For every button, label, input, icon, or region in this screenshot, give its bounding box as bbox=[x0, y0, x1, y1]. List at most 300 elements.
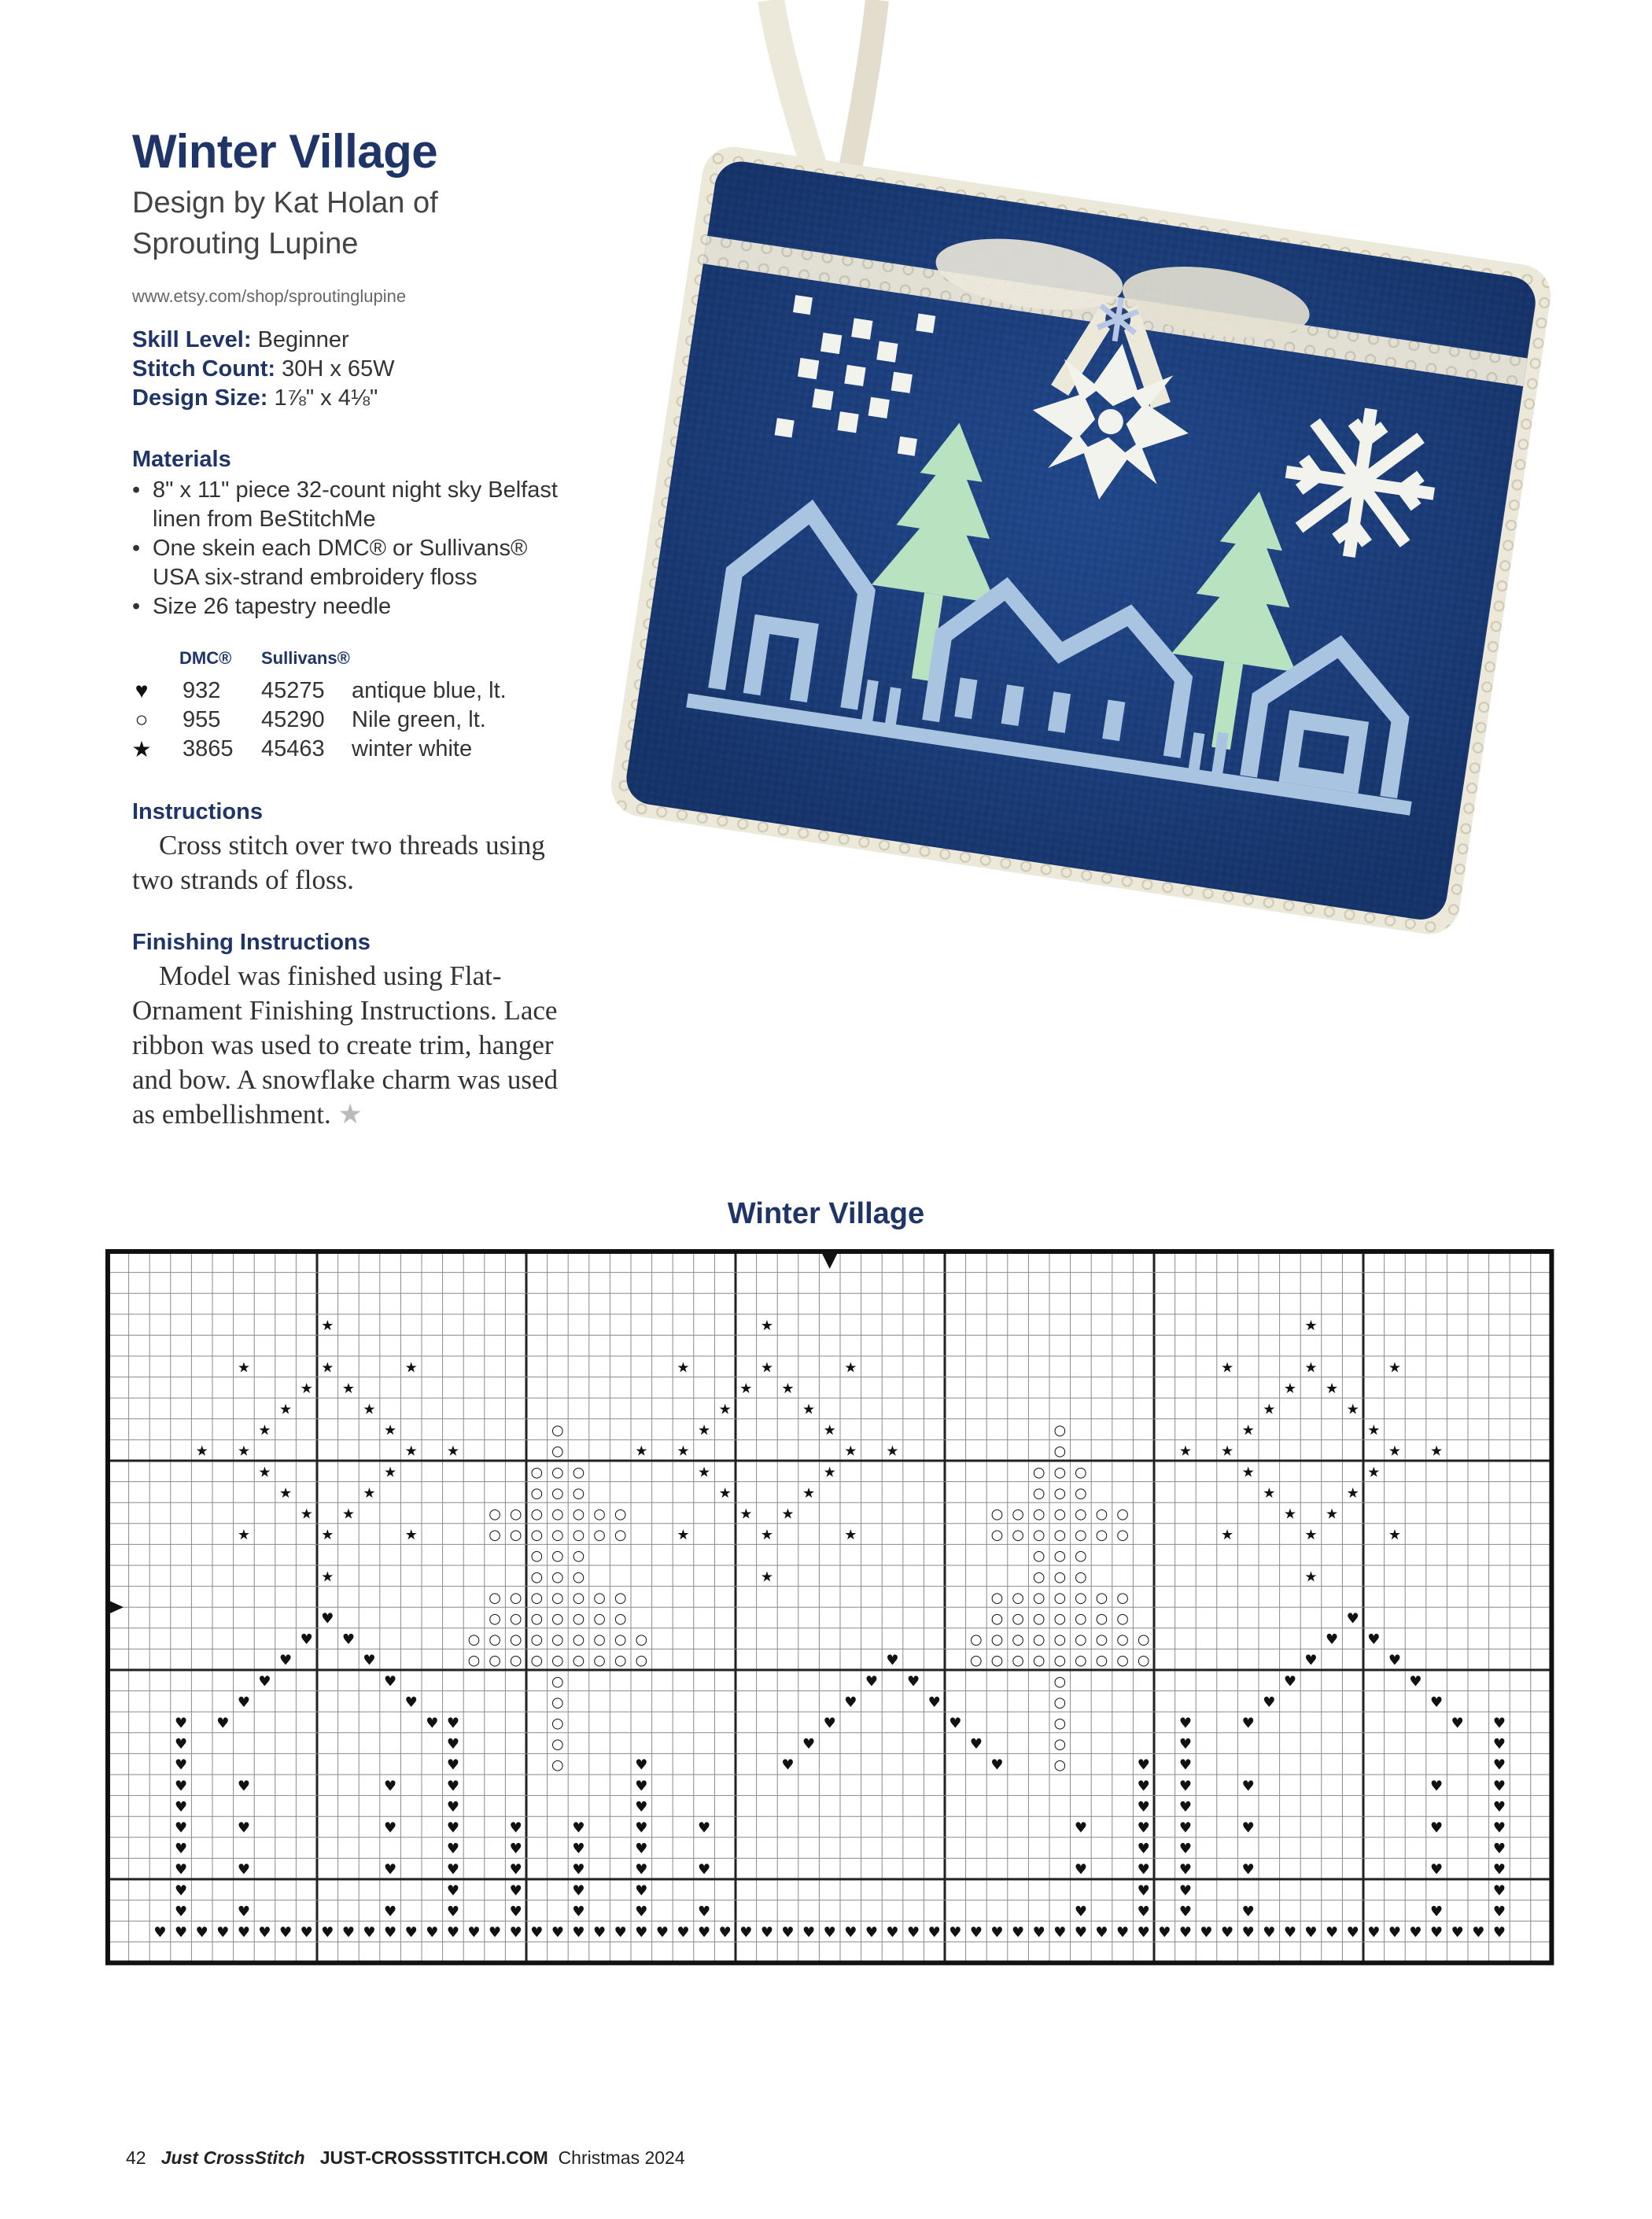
stitch-symbol: ♥ bbox=[593, 1924, 607, 1941]
stitch-symbol: ♥ bbox=[677, 1924, 690, 1941]
stitch-symbol: ○ bbox=[572, 1464, 585, 1481]
stitch-symbol: ♥ bbox=[760, 1924, 773, 1941]
stitch-symbol: ♥ bbox=[446, 1736, 459, 1753]
stitch-symbol: ○ bbox=[572, 1506, 585, 1523]
stitch-symbol: ♥ bbox=[1200, 1924, 1213, 1941]
stitch-symbol: ○ bbox=[1053, 1694, 1067, 1711]
stitch-symbol: ♥ bbox=[1074, 1924, 1087, 1941]
stitch-symbol: ♥ bbox=[1492, 1882, 1506, 1900]
stitch-symbol: ○ bbox=[1012, 1610, 1024, 1627]
stitch-symbol: ♥ bbox=[384, 1778, 397, 1795]
stitch-symbol: ○ bbox=[572, 1610, 585, 1627]
stitch-symbol: ♥ bbox=[341, 1631, 355, 1649]
stitch-symbol: ♥ bbox=[572, 1841, 585, 1858]
stitch-symbol: ○ bbox=[530, 1568, 544, 1586]
stitch-symbol: ♥ bbox=[1074, 1903, 1087, 1920]
stitch-symbol: ♥ bbox=[949, 1715, 962, 1732]
stitch-symbol: ♥ bbox=[990, 1756, 1004, 1774]
stitch-symbol: ★ bbox=[1283, 1506, 1296, 1523]
cross-stitch-chart bbox=[102, 1246, 1558, 1967]
stitch-symbol: ○ bbox=[990, 1610, 1004, 1627]
stitch-symbol: ♥ bbox=[844, 1924, 857, 1941]
stitch-symbol: ★ bbox=[363, 1401, 376, 1418]
stitch-symbol: ★ bbox=[341, 1506, 355, 1523]
stitch-symbol: ♥ bbox=[467, 1924, 481, 1941]
stitch-symbol: ♥ bbox=[823, 1924, 836, 1941]
stitch-symbol: ○ bbox=[572, 1527, 585, 1544]
stitch-symbol: ♥ bbox=[195, 1924, 208, 1941]
stitch-symbol: ★ bbox=[760, 1527, 773, 1544]
stitch-symbol: ♥ bbox=[1492, 1736, 1506, 1753]
stitch-symbol: ★ bbox=[1304, 1318, 1318, 1335]
stitch-symbol: ♥ bbox=[1492, 1841, 1506, 1858]
stitch-symbol: ♥ bbox=[1178, 1819, 1192, 1837]
stitch-symbol: ♥ bbox=[341, 1924, 355, 1941]
stitch-symbol: ○ bbox=[1075, 1589, 1087, 1606]
stitch-symbol: ♥ bbox=[384, 1903, 397, 1920]
stitch-symbol: ○ bbox=[614, 1589, 627, 1606]
stitch-symbol: ○ bbox=[467, 1631, 481, 1649]
stitch-symbol: ♥ bbox=[1137, 1819, 1150, 1837]
stitch-symbol: ♥ bbox=[802, 1924, 816, 1941]
stitch-symbol: ★ bbox=[698, 1464, 711, 1481]
stitch-symbol: ★ bbox=[237, 1443, 250, 1460]
stitch-symbol: ○ bbox=[593, 1589, 606, 1606]
stitch-symbol: ○ bbox=[970, 1652, 983, 1669]
stitch-symbol: ★ bbox=[1178, 1443, 1192, 1460]
stitch-symbol: ★ bbox=[1221, 1359, 1234, 1377]
stitch-symbol: ♥ bbox=[886, 1924, 899, 1941]
stitch-symbol: ♥ bbox=[384, 1861, 397, 1878]
stitch-symbol: ★ bbox=[1430, 1443, 1444, 1460]
stitch-symbol: ★ bbox=[1388, 1359, 1401, 1377]
stitch-symbol: ♥ bbox=[635, 1756, 648, 1774]
stitch-symbol: ○ bbox=[593, 1631, 606, 1649]
stitch-symbol: ♥ bbox=[279, 1924, 293, 1941]
stitch-symbol: ♥ bbox=[1326, 1924, 1339, 1941]
stitch-symbol: ○ bbox=[1116, 1631, 1129, 1649]
stitch-symbol: ○ bbox=[1032, 1484, 1045, 1502]
stitch-symbol: ○ bbox=[1095, 1631, 1108, 1649]
stitch-symbol: ♥ bbox=[1221, 1924, 1234, 1941]
stitch-symbol: ○ bbox=[551, 1652, 564, 1669]
stitch-symbol: ♥ bbox=[300, 1631, 313, 1649]
stitch-symbol: ○ bbox=[551, 1464, 564, 1481]
stitch-symbol: ♥ bbox=[635, 1798, 648, 1815]
stitch-symbol: ○ bbox=[1075, 1484, 1087, 1502]
stitch-symbol: ○ bbox=[1053, 1506, 1067, 1523]
stitch-symbol: ♥ bbox=[1241, 1819, 1255, 1837]
stitch-symbol: ○ bbox=[593, 1506, 606, 1523]
stitch-symbol: ♥ bbox=[509, 1882, 522, 1900]
stitch-symbol: ○ bbox=[551, 1506, 564, 1523]
stitch-symbol: ○ bbox=[614, 1527, 627, 1544]
stitch-symbol: ★ bbox=[258, 1422, 271, 1439]
stitch-symbol: ♥ bbox=[865, 1924, 878, 1941]
stitch-symbol: ♥ bbox=[1137, 1756, 1150, 1774]
stitch-symbol: ♥ bbox=[237, 1819, 250, 1837]
stitch-symbol: ★ bbox=[237, 1359, 250, 1377]
stitch-symbol: ★ bbox=[363, 1484, 376, 1502]
stitch-symbol: ♥ bbox=[1346, 1924, 1359, 1941]
stitch-symbol: ♥ bbox=[1074, 1819, 1087, 1837]
stitch-symbol: ○ bbox=[530, 1464, 544, 1481]
stitch-symbol: ♥ bbox=[1472, 1924, 1485, 1941]
designer-byline: Design by Kat Holan of Sprouting Lupine bbox=[132, 186, 438, 260]
stitch-symbol: ○ bbox=[593, 1527, 606, 1544]
stitch-symbol: ♥ bbox=[1430, 1861, 1444, 1878]
stitch-symbol: ○ bbox=[1095, 1610, 1108, 1627]
stitch-symbol: ♥ bbox=[321, 1924, 334, 1941]
stitch-symbol: ♥ bbox=[1074, 1861, 1087, 1878]
stitch-symbol: ♥ bbox=[237, 1924, 250, 1941]
stitch-symbol: ♥ bbox=[1241, 1861, 1255, 1878]
stitch-symbol: ★ bbox=[886, 1443, 899, 1460]
stitch-symbol: ★ bbox=[1367, 1464, 1381, 1481]
stitch-symbol: ♥ bbox=[1241, 1778, 1255, 1795]
stitch-symbol: ♥ bbox=[698, 1903, 711, 1920]
stitch-symbol: ○ bbox=[1116, 1652, 1129, 1669]
stitch-symbol: ♥ bbox=[969, 1736, 983, 1753]
stitch-symbol: ○ bbox=[1053, 1484, 1067, 1502]
stitch-symbol: ○ bbox=[1095, 1527, 1108, 1544]
chart-title: Winter Village bbox=[727, 1197, 925, 1230]
ornament-photo bbox=[574, 0, 1652, 1086]
stitch-symbol: ♥ bbox=[1492, 1861, 1506, 1878]
stitch-symbol: ♥ bbox=[572, 1819, 585, 1837]
stitch-symbol: ♥ bbox=[175, 1882, 188, 1900]
stitch-symbol: ○ bbox=[1116, 1506, 1129, 1523]
stitch-symbol: ♥ bbox=[781, 1756, 795, 1774]
stitch-symbol: ♥ bbox=[1263, 1924, 1276, 1941]
stitch-symbol: ○ bbox=[551, 1443, 564, 1460]
stitch-symbol: ○ bbox=[551, 1715, 564, 1732]
stitch-symbol: ○ bbox=[1012, 1527, 1024, 1544]
stitch-symbol: ★ bbox=[781, 1506, 795, 1523]
stitch-symbol: ♥ bbox=[572, 1882, 585, 1900]
stitch-symbol: ♥ bbox=[1158, 1924, 1171, 1941]
stitch-symbol: ♥ bbox=[404, 1924, 418, 1941]
stitch-symbol: ♥ bbox=[321, 1610, 334, 1627]
stitch-symbol: ★ bbox=[739, 1506, 753, 1523]
stitch-symbol: ○ bbox=[1012, 1652, 1024, 1669]
stitch-symbol: ★ bbox=[1326, 1380, 1339, 1397]
stitch-symbol: ♥ bbox=[1388, 1924, 1401, 1941]
stitch-symbol: ♥ bbox=[802, 1736, 816, 1753]
stitch-symbol: ○ bbox=[551, 1631, 564, 1649]
stitch-symbol: ○ bbox=[1012, 1589, 1024, 1606]
stitch-symbol: ♥ bbox=[279, 1652, 293, 1669]
stitch-symbol: ★ bbox=[635, 1443, 648, 1460]
stitch-symbol: ○ bbox=[1095, 1506, 1108, 1523]
stitch-symbol: ○ bbox=[509, 1652, 522, 1669]
stitch-symbol: ★ bbox=[1221, 1527, 1234, 1544]
stitch-symbol: ♥ bbox=[572, 1903, 585, 1920]
stitch-symbol: ★ bbox=[718, 1484, 732, 1502]
stitch-symbol: ○ bbox=[572, 1547, 585, 1565]
stitch-symbol: ○ bbox=[572, 1568, 585, 1586]
stitch-symbol: ♥ bbox=[1492, 1756, 1506, 1774]
stitch-symbol: ♥ bbox=[1451, 1715, 1464, 1732]
stitch-symbol: ♥ bbox=[509, 1924, 522, 1941]
stitch-symbol: ○ bbox=[1053, 1422, 1067, 1439]
stitch-symbol: ♥ bbox=[1241, 1924, 1255, 1941]
stitch-symbol: ○ bbox=[635, 1631, 648, 1649]
stitch-symbol: ○ bbox=[530, 1547, 544, 1565]
stitch-symbol: ♥ bbox=[509, 1841, 522, 1858]
stitch-symbol: ○ bbox=[530, 1652, 544, 1669]
stitch-symbol: ○ bbox=[572, 1652, 585, 1669]
materials-section bbox=[132, 447, 562, 621]
stitch-symbol: ○ bbox=[530, 1631, 544, 1649]
materials-item: • 8" x 11" piece 32-count night sky Belfast linen from BeStitchMe bbox=[132, 476, 562, 534]
instructions-heading: Instructions bbox=[132, 799, 263, 824]
stitch-symbol: ○ bbox=[1075, 1568, 1087, 1586]
stitch-symbol: ♥ bbox=[1137, 1882, 1150, 1900]
stitch-symbol: ♥ bbox=[1492, 1924, 1506, 1941]
stitch-symbol: ♥ bbox=[635, 1903, 648, 1920]
stitch-symbol: ○ bbox=[614, 1506, 627, 1523]
stitch-symbol: ○ bbox=[1137, 1631, 1150, 1649]
stitch-symbol: ○ bbox=[551, 1568, 564, 1586]
stitch-symbol: ★ bbox=[1346, 1484, 1359, 1502]
stitch-symbol: ♥ bbox=[1430, 1903, 1444, 1920]
stitch-symbol: ○ bbox=[1075, 1464, 1087, 1481]
stitch-symbol: ♥ bbox=[1116, 1924, 1130, 1941]
stitch-symbol: ★ bbox=[1388, 1443, 1401, 1460]
stitch-symbol: ★ bbox=[739, 1380, 753, 1397]
stitch-symbol: ○ bbox=[1053, 1464, 1067, 1481]
stitch-symbol: ○ bbox=[1053, 1631, 1067, 1649]
stitch-symbol: ♥ bbox=[718, 1924, 732, 1941]
star-symbol-icon: ★ bbox=[131, 737, 152, 761]
stitch-symbol: ♥ bbox=[1451, 1924, 1464, 1941]
stitch-symbol: ★ bbox=[1241, 1422, 1255, 1439]
stitch-symbol: ○ bbox=[990, 1527, 1004, 1544]
stitch-symbol: ○ bbox=[990, 1652, 1004, 1669]
stitch-symbol: ♥ bbox=[384, 1924, 397, 1941]
stitch-symbol: ★ bbox=[341, 1380, 355, 1397]
stitch-symbol: ♥ bbox=[446, 1756, 459, 1774]
stitch-symbol: ♥ bbox=[1304, 1924, 1318, 1941]
stitch-symbol: ○ bbox=[551, 1756, 564, 1774]
key-header-dmc: DMC® bbox=[179, 648, 232, 668]
stitch-symbol: ★ bbox=[1221, 1443, 1234, 1460]
stitch-symbol: ♥ bbox=[175, 1924, 188, 1941]
stitch-symbol: ★ bbox=[258, 1464, 271, 1481]
stitch-symbol: ♥ bbox=[1492, 1819, 1506, 1837]
stitch-symbol: ○ bbox=[990, 1631, 1004, 1649]
stitch-symbol: ○ bbox=[1075, 1506, 1087, 1523]
stitch-symbol: ○ bbox=[489, 1506, 501, 1523]
finishing-text: Model was finished using Flat-Ornament Finishing Instructions. Lace ribbon was used to create trim, hanger and bow. A snowflake charm was used as embellishment. ★ bbox=[132, 960, 559, 1130]
stitch-symbol: ★ bbox=[844, 1359, 857, 1377]
stitch-symbol: ★ bbox=[404, 1443, 418, 1460]
stitch-symbol: ♥ bbox=[1178, 1841, 1192, 1858]
stitch-symbol: ○ bbox=[572, 1484, 585, 1502]
stitch-symbol: ○ bbox=[530, 1527, 544, 1544]
stitch-symbol: ★ bbox=[384, 1464, 397, 1481]
stitch-symbol: ♥ bbox=[1178, 1798, 1192, 1815]
stitch-symbol: ♥ bbox=[927, 1694, 941, 1711]
end-star-icon: ★ bbox=[337, 1099, 363, 1130]
stitch-symbol: ♥ bbox=[1326, 1631, 1339, 1649]
stitch-symbol: ♥ bbox=[489, 1924, 502, 1941]
stitch-symbol: ♥ bbox=[175, 1861, 188, 1878]
stitch-symbol: ♥ bbox=[446, 1819, 459, 1837]
stitch-symbol: ○ bbox=[1032, 1631, 1045, 1649]
stitch-symbol: ○ bbox=[635, 1652, 648, 1669]
stitch-symbol: ○ bbox=[530, 1506, 544, 1523]
stitch-symbol: ♥ bbox=[258, 1673, 271, 1690]
stitch-symbol: ♥ bbox=[426, 1924, 439, 1941]
stitch-symbol: ○ bbox=[551, 1527, 564, 1544]
stitch-symbol: ♥ bbox=[175, 1798, 188, 1815]
stitch-symbol: ♥ bbox=[1367, 1631, 1381, 1649]
stitch-symbol: ★ bbox=[1326, 1506, 1339, 1523]
stitch-symbol: ○ bbox=[1012, 1506, 1024, 1523]
stitch-symbol: ♥ bbox=[886, 1652, 899, 1669]
stitch-symbol: ○ bbox=[1075, 1652, 1087, 1669]
stitch-symbol: ○ bbox=[467, 1652, 481, 1669]
stitch-symbol: ♥ bbox=[446, 1798, 459, 1815]
stitch-symbol: ♥ bbox=[175, 1778, 188, 1795]
stitch-symbol: ★ bbox=[677, 1443, 690, 1460]
stitch-symbol: ○ bbox=[614, 1631, 627, 1649]
stitch-symbol: ○ bbox=[551, 1589, 564, 1606]
stitch-symbol: ♥ bbox=[635, 1819, 648, 1837]
stitch-symbol: ♥ bbox=[1283, 1673, 1296, 1690]
stitch-symbol: ♥ bbox=[1012, 1924, 1025, 1941]
stitch-symbol: ♥ bbox=[1409, 1673, 1422, 1690]
stitch-symbol: ○ bbox=[509, 1506, 522, 1523]
design-size: Design Size: 1⅞" x 4⅛" bbox=[132, 385, 378, 411]
finishing-heading: Finishing Instructions bbox=[132, 930, 371, 955]
stitch-symbol: ♥ bbox=[1137, 1798, 1150, 1815]
magazine-brand: Just CrossStitch bbox=[160, 2147, 305, 2168]
stitch-symbol: ★ bbox=[384, 1422, 397, 1439]
stitch-symbol: ○ bbox=[509, 1610, 522, 1627]
stitch-symbol: ♥ bbox=[509, 1861, 522, 1878]
stitch-symbol: ★ bbox=[1304, 1359, 1318, 1377]
stitch-symbol: ♥ bbox=[1388, 1652, 1401, 1669]
stitch-symbol: ○ bbox=[1053, 1756, 1067, 1774]
stitch-symbol: ○ bbox=[1032, 1527, 1045, 1544]
materials-item: • Size 26 tapestry needle bbox=[132, 592, 562, 621]
stitch-symbol: ♥ bbox=[907, 1673, 920, 1690]
stitch-symbol: ♥ bbox=[1492, 1903, 1506, 1920]
materials-item: • One skein each DMC® or Sullivans® USA six-strand embroidery floss bbox=[132, 534, 562, 592]
stitch-symbol: ○ bbox=[1137, 1652, 1150, 1669]
stitch-symbol: ♥ bbox=[446, 1778, 459, 1795]
stitch-symbol: ♥ bbox=[635, 1924, 648, 1941]
stitch-symbol: ♥ bbox=[509, 1819, 522, 1837]
stitch-symbol: ○ bbox=[1095, 1652, 1108, 1669]
stitch-symbol: ♥ bbox=[907, 1924, 920, 1941]
stitch-symbol: ♥ bbox=[426, 1715, 439, 1732]
stitch-symbol: ○ bbox=[1032, 1652, 1045, 1669]
stitch-symbol: ♥ bbox=[404, 1694, 418, 1711]
stitch-symbol: ♥ bbox=[572, 1861, 585, 1878]
stitch-symbol: ♥ bbox=[1492, 1798, 1506, 1815]
stitch-symbol: ○ bbox=[1053, 1547, 1067, 1565]
stitch-symbol: ★ bbox=[195, 1443, 208, 1460]
stitch-symbol: ★ bbox=[404, 1527, 418, 1544]
stitch-symbol: ★ bbox=[1346, 1401, 1359, 1418]
magazine-site[interactable]: JUST-CROSSSTITCH.COM bbox=[319, 2147, 548, 2168]
designer-url[interactable]: www.etsy.com/shop/sproutinglupine bbox=[132, 286, 407, 306]
stitch-symbol: ♥ bbox=[153, 1924, 167, 1941]
stitch-symbol: ○ bbox=[1032, 1568, 1045, 1586]
stitch-symbol: ○ bbox=[1053, 1673, 1067, 1690]
ornament bbox=[607, 142, 1555, 938]
materials-list bbox=[132, 476, 562, 621]
stitch-symbol: ○ bbox=[1032, 1464, 1045, 1481]
stitch-symbol: ★ bbox=[844, 1527, 857, 1544]
stitch-symbol: ♥ bbox=[1137, 1924, 1150, 1941]
stitch-symbol: ♥ bbox=[175, 1841, 188, 1858]
stitch-symbol: ♥ bbox=[739, 1924, 753, 1941]
stitch-symbol: ♥ bbox=[237, 1861, 250, 1878]
stitch-symbol: ♥ bbox=[1367, 1924, 1381, 1941]
stitch-symbol: ○ bbox=[572, 1589, 585, 1606]
stitch-symbol: ○ bbox=[1053, 1715, 1067, 1732]
stitch-symbol: ♥ bbox=[1263, 1694, 1276, 1711]
page-title: Winter Village bbox=[132, 125, 438, 178]
stitch-symbol: ♥ bbox=[1053, 1924, 1067, 1941]
stitch-symbol: ★ bbox=[300, 1506, 313, 1523]
heart-symbol-icon: ♥ bbox=[135, 678, 149, 702]
stitch-symbol: ○ bbox=[1012, 1631, 1024, 1649]
stitch-symbol: ○ bbox=[509, 1589, 522, 1606]
stitch-symbol: ○ bbox=[1032, 1506, 1045, 1523]
stitch-symbol: ○ bbox=[1032, 1610, 1045, 1627]
stitch-symbol: ♥ bbox=[1178, 1715, 1192, 1732]
stitch-symbol: ♥ bbox=[300, 1924, 313, 1941]
stitch-symbol: ★ bbox=[1388, 1527, 1401, 1544]
stitch-symbol: ★ bbox=[677, 1527, 690, 1544]
stitch-symbol: ★ bbox=[321, 1527, 334, 1544]
stitch-symbol: ○ bbox=[551, 1610, 564, 1627]
stitch-symbol: ♥ bbox=[635, 1841, 648, 1858]
stitch-symbol: ♥ bbox=[635, 1778, 648, 1795]
skill-level: Skill Level: Beginner bbox=[132, 327, 349, 352]
stitch-symbol: ★ bbox=[279, 1401, 293, 1418]
page-number: 42 bbox=[126, 2147, 146, 2168]
stitch-symbol: ○ bbox=[1116, 1589, 1129, 1606]
stitch-symbol: ♥ bbox=[1178, 1756, 1192, 1774]
stitch-symbol: ♥ bbox=[927, 1924, 941, 1941]
stitch-symbol: ♥ bbox=[237, 1694, 250, 1711]
stitch-symbol: ♥ bbox=[446, 1861, 459, 1878]
stitch-symbol: ○ bbox=[489, 1631, 501, 1649]
stitch-symbol: ♥ bbox=[1178, 1924, 1192, 1941]
stitch-symbol: ♥ bbox=[635, 1882, 648, 1900]
stitch-symbol: ★ bbox=[677, 1359, 690, 1377]
stitch-symbol: ♥ bbox=[1409, 1924, 1422, 1941]
issue-name: Christmas 2024 bbox=[558, 2147, 685, 2168]
stitch-symbol: ○ bbox=[1075, 1547, 1087, 1565]
stitch-symbol: ♥ bbox=[1430, 1819, 1444, 1837]
stitch-symbol: ♥ bbox=[1178, 1861, 1192, 1878]
stitch-symbol: ♥ bbox=[446, 1924, 459, 1941]
stitch-symbol: ○ bbox=[1053, 1736, 1067, 1753]
stitch-symbol: ♥ bbox=[698, 1819, 711, 1837]
stitch-symbol: ♥ bbox=[384, 1819, 397, 1837]
stitch-symbol: ○ bbox=[593, 1652, 606, 1669]
stitch-symbol: ○ bbox=[1053, 1652, 1067, 1669]
stitch-symbol: ○ bbox=[572, 1631, 585, 1649]
